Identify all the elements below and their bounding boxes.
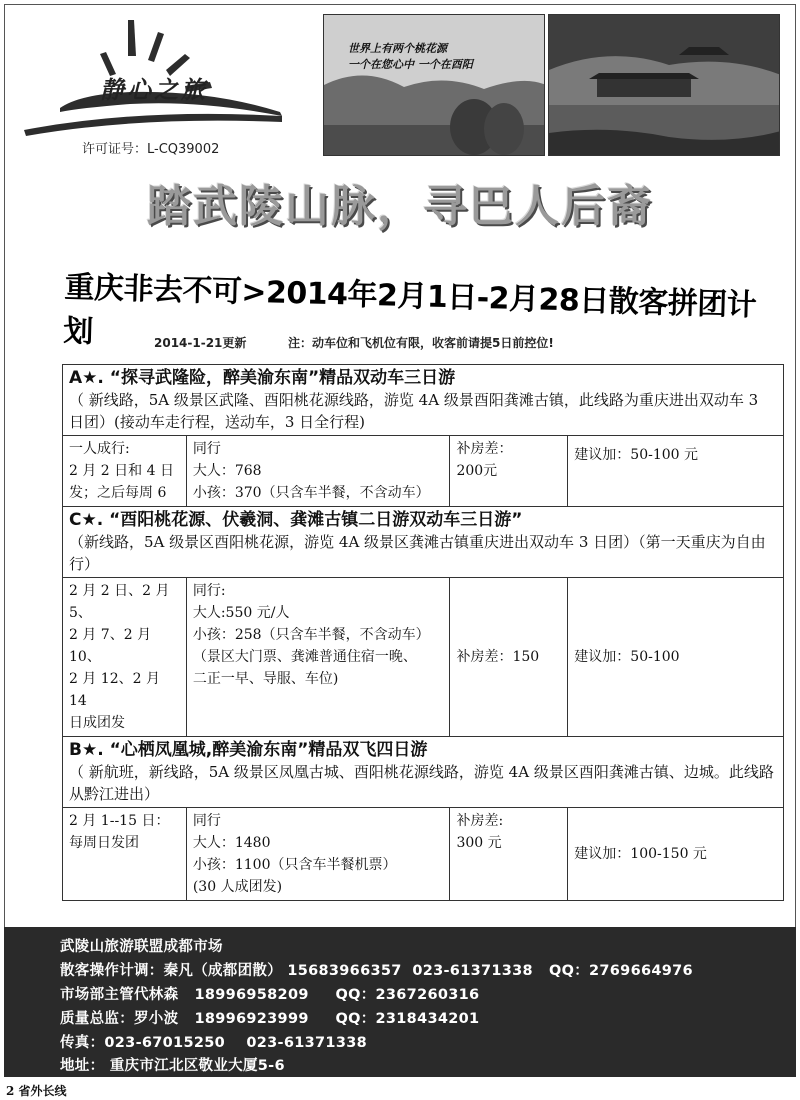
route-description: （ 新线路，5A 级景区武隆、酉阳桃花源线路，游览 4A 级景酉阳龚滩古镇，此线路为重庆进出双动车 3 日团）(接动车走行程，送动车，3 日全行程) [69,391,759,431]
route-detail-row [63,808,784,901]
price-line: 二正一早、导服、车位) [192,671,339,687]
price-line: 大人：1480 [192,835,271,851]
price-line: 小孩：1100（只含车半餐机票） [192,857,397,873]
price-info [186,436,450,507]
main-headline: 踏武陵山脉，寻巴人后裔 [147,181,653,232]
route-table [62,364,784,901]
address: 地址： 重庆市江北区敬业大厦5-6 [60,1058,285,1074]
logo-text: 静心之旅 [100,75,208,104]
date-line: 2 月 1--15 日： [69,813,170,829]
license-number: 许可证号：L-CQ39002 [82,142,220,157]
route-title: C★. “酉阳桃花源、伏羲洞、龚滩古镇二日游双动车三日游” [69,510,523,530]
route-header [63,507,784,578]
photo-taohuayuan [323,14,545,156]
room-line: 补房差：150 [456,649,540,665]
route-header-row [63,365,784,436]
date-line: 日成团发 [69,715,125,731]
route-header-row [63,507,784,578]
photo-caption [348,41,473,73]
contact-footer [4,927,796,1077]
suggested-markup: 建议加：100-150 元 [568,808,784,901]
sub-headline: 重庆非去不可>2014年2月1日-2月28日散客拼团计划 [62,270,757,350]
fax-numbers: 传真：023-67015250 023-61371338 [60,1035,367,1051]
price-line: 小孩：370（只含车半餐，不含动车） [192,485,430,501]
suggested-markup: 建议加：50-100 [568,578,784,737]
photo-caption-line2: 一个在您心中 一个在酉阳 [348,58,473,71]
route-title: B★. “心栖凤凰城,醉美渝东南”精品双飞四日游 [69,740,428,760]
route-title: A★. “探寻武隆险，醉美渝东南”精品双动车三日游 [69,368,456,388]
price-info [186,808,450,901]
booking-note: 注：动车位和飞机位有限，收客前请提5日前控位! [288,336,554,350]
date-line: 2 月 2 日、2 月 5、 [69,583,170,621]
price-info [186,578,450,737]
price-line: 小孩：258（只含车半餐，不含动车） [192,627,430,643]
date-line: 2 月 2 日和 4 日 [69,463,174,479]
pavilion-photo-icon [549,15,780,156]
route-detail-row [63,578,784,737]
date-line: 2 月 7、2 月 10、 [69,627,152,665]
operator-contact: 散客操作计调：秦凡（成都团散） 15683966357 023-61371338 QQ：2769664976 [60,963,693,979]
date-line: 每周日发团 [69,835,139,851]
route-header [63,365,784,436]
price-line: 同行 [192,441,221,457]
quality-contact: 质量总监：罗小波 18996923999 QQ：2318434201 [60,1011,480,1027]
route-header [63,737,784,808]
suggested-markup: 建议加：50-100 元 [568,436,784,507]
price-line: (30 人成团发) [192,879,283,895]
departure-dates [63,808,187,901]
room-surcharge [450,578,568,737]
route-detail-row [63,436,784,507]
room-line: 补房差: [456,813,504,829]
price-line: （景区大门票、龚滩普通住宿一晚、 [192,649,417,665]
update-date: 2014-1-21更新 [154,336,247,350]
landscape-photo-icon [324,15,545,156]
price-line: 大人:550 元/人 [192,605,290,621]
price-line: 同行 [192,813,221,829]
price-line: 同行: [192,583,226,599]
room-surcharge [450,436,568,507]
room-line: 200元 [456,463,498,479]
room-line: 300 元 [456,835,502,851]
marketing-contact: 市场部主管代林森 18996958209 QQ：2367260316 [60,987,480,1003]
page-number: 2 省外长线 [6,1084,67,1098]
route-description: （ 新航班，新线路，5A 级景区凤凰古城、酉阳桃花源线路，游览 4A 级景区酉阳龚滩古镇、边城。此线路从黔江进出） [69,763,774,803]
route-header-row [63,737,784,808]
departure-dates [63,436,187,507]
room-surcharge [450,808,568,901]
departure-dates [63,578,187,737]
price-line: 大人：768 [192,463,262,479]
route-description: （新线路，5A 级景区酉阳桃花源，游览 4A 级景区龚滩古镇重庆进出双动车 3 日团）（第一天重庆为自由行） [69,533,766,573]
date-line: 发；之后每周 6 [69,485,167,501]
room-line: 补房差： [456,441,513,457]
date-line: 一人成行: [69,441,130,457]
date-line: 2 月 12、2 月 14 [69,671,160,709]
agency-name: 武陵山旅游联盟成都市场 [60,939,223,955]
photo-pavilion [548,14,780,156]
photo-caption-line1: 世界上有两个桃花源 [348,42,447,55]
